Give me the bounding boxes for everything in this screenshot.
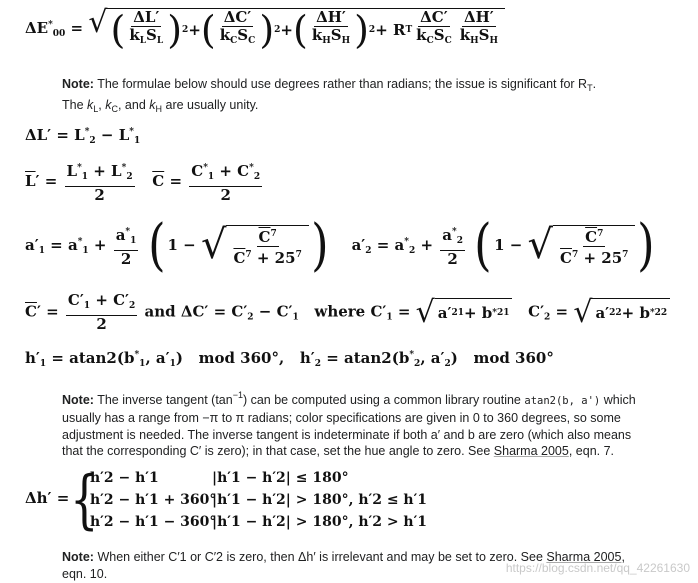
watermark: https://blog.csdn.net/qq_42261630 <box>505 561 690 575</box>
case-2-cond: |h′1 − h′2| > 180°, h′2 ≤ h′1 <box>212 492 428 508</box>
note-delta-h: Note: When either C′1 or C′2 is zero, then Δh′ is irrelevant and may be set to zero. See Sharma 2005, eqn. 10. <box>62 550 625 581</box>
case-3-cond: |h′1 − h′2| > 180°, h′2 > h′1 <box>212 514 428 530</box>
case-1-cond: |h′1 − h′2| ≤ 180° <box>212 470 349 486</box>
a-prime-formula: $a'_1 = a^*_1$ + $\frac{a^*_1}{2}$ ( 1 − √ $\frac{C^7}{\overline{C}^7 + 25^7}$ ) $a'_2 = a^*_2$ + $\frac{a^*_2}{2}$ ( 1 − √ $\frac{C^7}{\overline{C}^7 + 25^7}$ ) <box>25 213 656 278</box>
case-1-expr: h′2 − h′1 <box>90 470 159 486</box>
code-atan2: atan2(b, a') <box>524 395 601 407</box>
sqrt: √ ( $\frac{\Delta L'}{k_LS_L}$ ) 2 + ( $\frac{\Delta C'}{k_CS_C}$ ) 2 + ( $\frac{\Delta H'}{k_HS_H}$ ) 2 + R T $\frac{\Delta C'}{k_CS_C}$ $\frac{\Delta H'}{k_HS_H}$ <box>88 8 505 50</box>
cases-brace: { <box>70 463 99 537</box>
delta-l-prime-formula: $\Delta L' = L^*_2 - L^*_1$ <box>25 126 141 146</box>
note-inverse-tangent: Note: The inverse tangent $(\tan^{-1})$ can be computed using a common library routine atan2(b, a') which usually has a range from −π to π radians; color specifications are given in 0 to 360 degrees, so some adjustment is needed. The inverse tangent is indeterminate if both a′ and b are zero (which also means that the corresponding C′ is zero); in that case, set the hue angle to zero. See Sharma 2005, eqn. 7. <box>62 390 636 459</box>
hue-angle-formula: $h'_1 = atan2(b^*_1$, $a'_1$) mod 360°, $h'_2 = atan2(b^*_2$, $a'_2$) mod 360° <box>25 349 554 369</box>
c-prime-formula: $\overline{C}'$ = $\frac{C'_1 + C'_2}{2}$ and $\Delta C' = C'_2 - C'_1$ where $C'_1$ = √ a′ 2 1 + b *2 1 $C'_2$ = √ a′ 2 2 + b *2 2 <box>25 292 670 333</box>
case-2-expr: h′2 − h′1 + 360° <box>90 492 217 508</box>
mean-l-c-formula: $\overline{L}'$ = $\frac{L^*_1 + L^*_2}{2}$ $\overline{C}$ = $\frac{C^*_1 + C^*_2}{2}$ <box>25 162 261 204</box>
sharma-2005-link-2[interactable]: Sharma 2005 <box>546 550 622 564</box>
sharma-2005-link-1[interactable]: Sharma 2005 <box>493 444 569 459</box>
delta-h-lhs: Δh′ = <box>25 489 70 507</box>
delta-e00-lhs: $\Delta E^*_{00}$ = <box>25 19 84 39</box>
case-3-expr: h′2 − h′1 − 360° <box>90 514 217 530</box>
note-degrees: Note: The formulae below should use degrees rather than radians; the issue is significant for $R_T$. The $k_L$, $k_C$, and $k_H$ are usually unity. <box>62 77 597 114</box>
delta-e00-formula <box>25 5 505 52</box>
